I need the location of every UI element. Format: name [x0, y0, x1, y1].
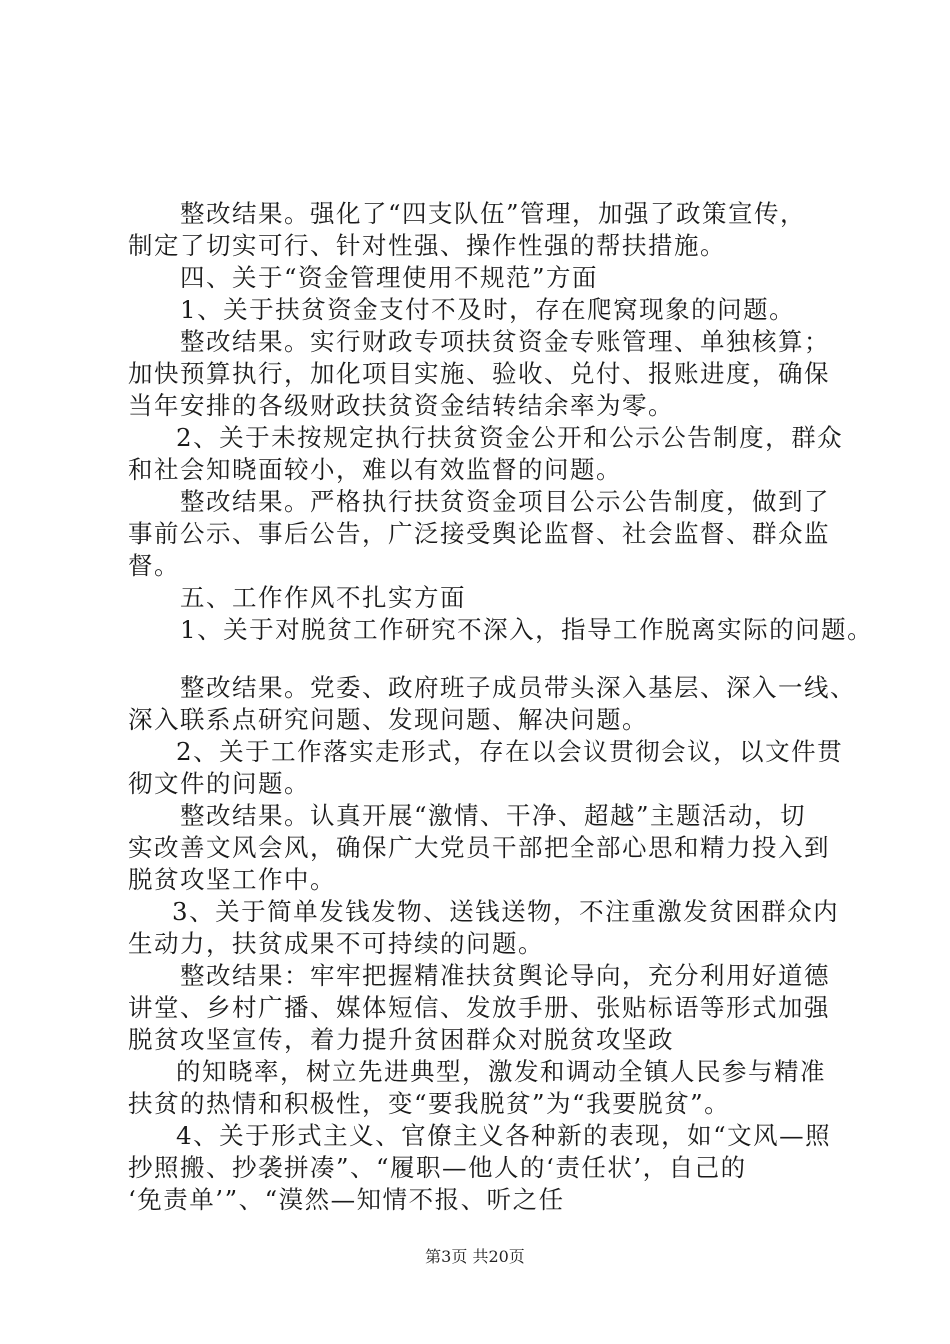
text-line: 加快预算执行，加化项目实施、验收、兑付、报账进度，确保 [128, 359, 830, 388]
text-line: 整改结果。实行财政专项扶贫资金专账管理、单独核算； [180, 327, 830, 356]
text-line: 3、关于简单发钱发物、送钱送物，不注重激发贫困群众内 [172, 897, 840, 926]
text-line: 彻文件的问题。 [128, 769, 310, 798]
text-line: 脱贫攻坚工作中。 [128, 865, 336, 894]
text-line: 五、工作作风不扎实方面 [180, 583, 466, 612]
text-line: 整改结果。严格执行扶贫资金项目公示公告制度，做到了 [180, 487, 830, 516]
text-line: 2、关于工作落实走形式，存在以会议贯彻会议，以文件贯 [176, 737, 844, 766]
text-line: 督。 [128, 551, 180, 580]
text-line: 4、关于形式主义、官僚主义各种新的表现，如“文风—照 [176, 1121, 832, 1150]
text-line: 的知晓率，树立先进典型，激发和调动全镇人民参与精准 [176, 1057, 826, 1086]
text-line: 实改善文风会风，确保广大党员干部把全部心思和精力投入到 [128, 833, 830, 862]
text-line: 四、关于“资金管理使用不规范”方面 [180, 263, 599, 292]
page-number-footer: 第3页 共20页 [425, 1247, 525, 1266]
text-line: 整改结果：牢牢把握精准扶贫舆论导向，充分利用好道德 [180, 961, 830, 990]
text-line: 1、关于扶贫资金支付不及时，存在爬窝现象的问题。 [180, 295, 796, 324]
text-line: ‘免责单’”、“漠然—知情不报、听之任 [128, 1185, 565, 1214]
text-line: 整改结果。认真开展“激情、干净、超越”主题活动，切 [180, 801, 807, 830]
text-line: 讲堂、乡村广播、媒体短信、发放手册、张贴标语等形式加强 [128, 993, 830, 1022]
text-line: 扶贫的热情和积极性，变“要我脱贫”为“我要脱贫”。 [128, 1089, 731, 1118]
text-line: 深入联系点研究问题、发现问题、解决问题。 [128, 705, 648, 734]
text-line: 当年安排的各级财政扶贫资金结转结余率为零。 [128, 391, 674, 420]
text-line: 生动力，扶贫成果不可持续的问题。 [128, 929, 544, 958]
text-line: 和社会知晓面较小，难以有效监督的问题。 [128, 455, 622, 484]
text-line: 1、关于对脱贫工作研究不深入，指导工作脱离实际的问题。 [180, 615, 874, 644]
text-line: 整改结果。强化了“四支队伍”管理，加强了政策宣传， [180, 199, 807, 228]
text-line: 事前公示、事后公告，广泛接受舆论监督、社会监督、群众监 [128, 519, 830, 548]
blank-line [128, 646, 838, 672]
text-line: 抄照搬、抄袭拼凑”、“履职—他人的‘责任状’，自己的 [128, 1153, 747, 1182]
text-line: 2、关于未按规定执行扶贫资金公开和公示公告制度，群众 [176, 423, 844, 452]
text-line: 脱贫攻坚宣传，着力提升贫困群众对脱贫攻坚政 [128, 1025, 674, 1054]
document-body [128, 198, 874, 1216]
text-line: 制定了切实可行、针对性强、操作性强的帮扶措施。 [128, 231, 726, 260]
text-line: 整改结果。党委、政府班子成员带头深入基层、深入一线、 [180, 673, 856, 702]
